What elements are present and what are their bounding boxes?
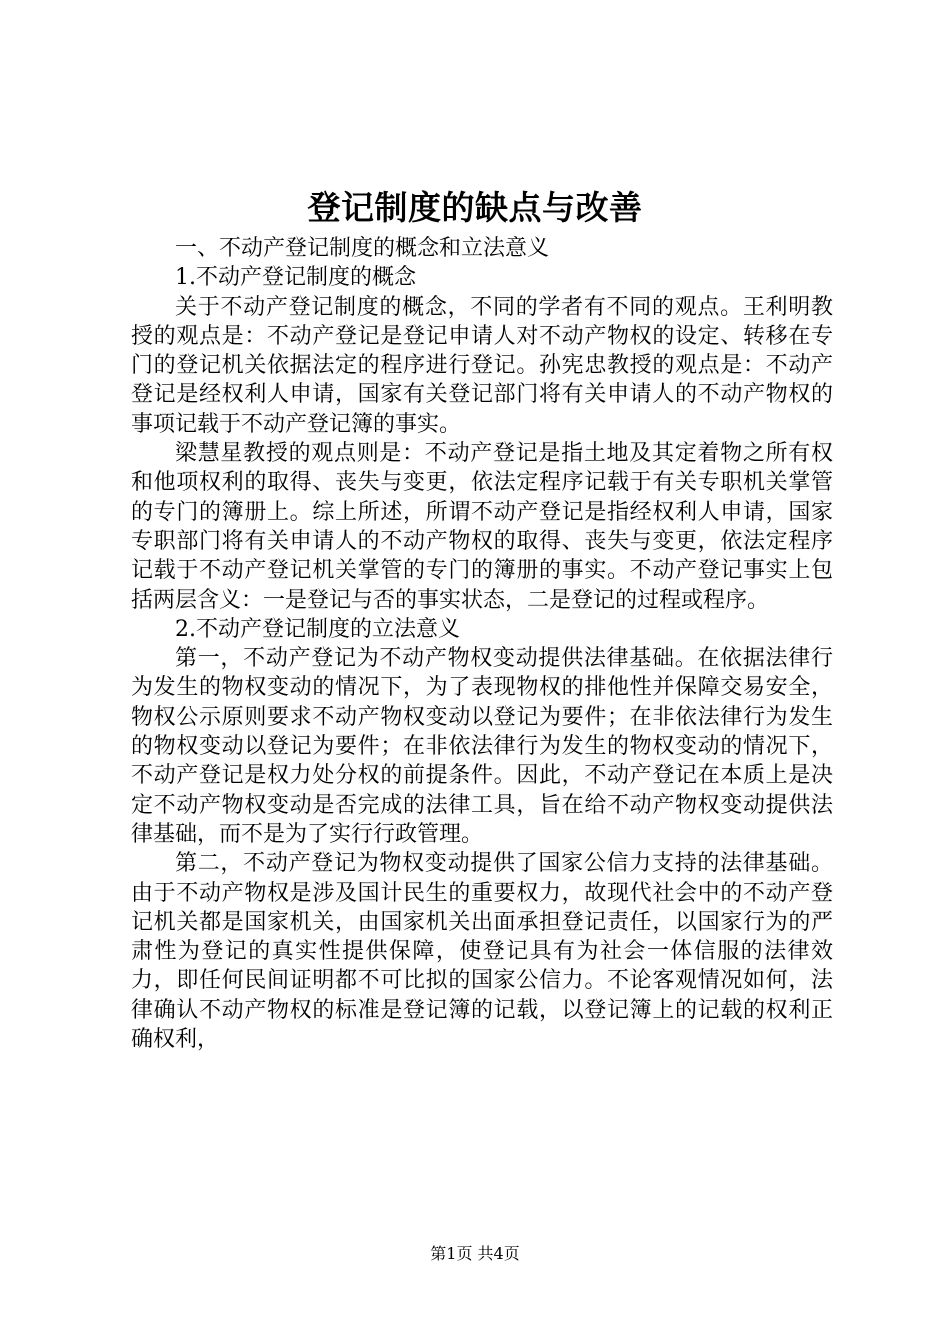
body-paragraph: 关于不动产登记制度的概念，不同的学者有不同的观点。王利明教授的观点是：不动产登记是登记申请人对不动产物权的设定、转移在专门的登记机关依据法定的程序进行登记。孙宪忠教授的观点是：不动产登记是经权利人申请，国家有关登记部门将有关申请人的不动产物权的事项记载于不动产登记簿的事实。 bbox=[131, 294, 833, 437]
body-paragraph: 第一，不动产登记为不动产物权变动提供法律基础。在依据法律行为发生的物权变动的情况下，为了表现物权的排他性并保障交易安全，物权公示原则要求不动产物权变动以登记为要件；在非依法律行为发生的物权变动以登记为要件；在非依法律行为发生的物权变动的情况下，不动产登记是权力处分权的前提条件。因此，不动产登记在本质上是决定不动产物权变动是否完成的法律工具，旨在给不动产物权变动提供法律基础，而不是为了实行行政管理。 bbox=[131, 646, 833, 847]
document-title: 登记制度的缺点与改善 bbox=[307, 188, 643, 227]
subsection-heading: 2.不动产登记制度的立法意义 bbox=[175, 616, 460, 642]
section-heading: 一、不动产登记制度的概念和立法意义 bbox=[175, 236, 550, 261]
page-number-footer: 第1页 共4页 bbox=[430, 1244, 520, 1263]
body-paragraph: 第二，不动产登记为物权变动提供了国家公信力支持的法律基础。由于不动产物权是涉及国计民生的重要权力，故现代社会中的不动产登记机关都是国家机关，由国家机关出面承担登记责任，以国家行为的严肃性为登记的真实性提供保障，使登记具有为社会一体信服的法律效力，即任何民间证明都不可比拟的国家公信力。不论客观情况如何，法律确认不动产物权的标准是登记簿的记载，以登记簿上的记载的权利正确权利， bbox=[131, 851, 833, 1053]
subsection-heading: 1.不动产登记制度的概念 bbox=[175, 265, 416, 291]
document-body bbox=[131, 234, 833, 1054]
body-paragraph: 梁慧星教授的观点则是：不动产登记是指土地及其定着物之所有权和他项权利的取得、丧失与变更，依法定程序记载于有关专职机关掌管的专门的簿册上。综上所述，所谓不动产登记是指经权利人申请，国家专职部门将有关申请人的不动产物权的取得、丧失与变更，依法定程序记载于不动产登记机关掌管的专门的簿册的事实。不动产登记事实上包括两层含义：一是登记与否的事实状态，二是登记的过程或程序。 bbox=[131, 441, 833, 613]
